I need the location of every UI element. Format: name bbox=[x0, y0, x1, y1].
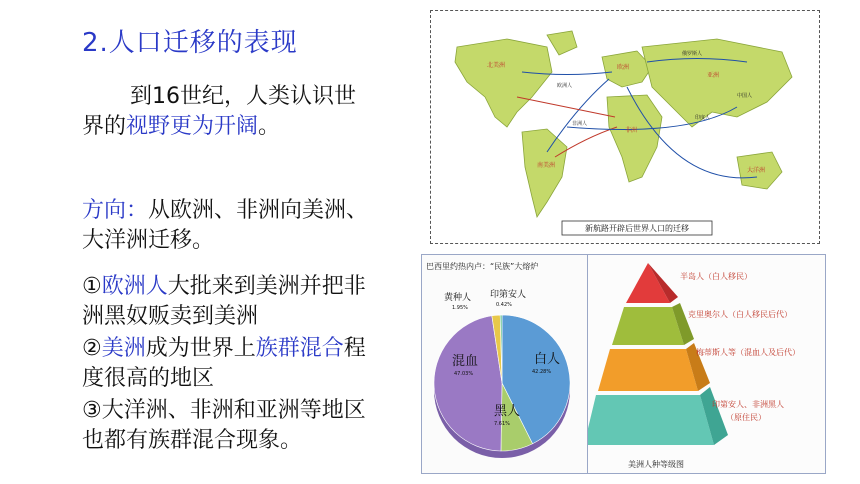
pyramid-panel bbox=[587, 254, 826, 474]
map-label-russians: 俄罗斯人 bbox=[682, 51, 703, 57]
point-2-rest: 程 bbox=[343, 336, 366, 361]
direction-label: 方向： bbox=[82, 198, 149, 223]
pie-title: 巴西里约热内卢：“民族”大熔炉 bbox=[426, 262, 539, 271]
pie-chart-panel bbox=[421, 254, 588, 474]
pie-pct-mixed: 47.03% bbox=[454, 371, 474, 377]
page-title: 2.人口迁移的表现 bbox=[82, 28, 298, 58]
intro-text-pre: 界的 bbox=[82, 114, 127, 139]
pie-slice-2 bbox=[434, 316, 502, 451]
pie-label-black: 黑人 bbox=[494, 404, 521, 419]
map-label-indians: 印度人 bbox=[695, 115, 711, 121]
pyramid-label-1: 半岛人（白人移民） bbox=[680, 272, 752, 281]
world-map-graphic bbox=[437, 17, 813, 237]
point-3-line-2: 也都有族群混合现象。 bbox=[82, 428, 303, 453]
pie-label-mixed: 混血 bbox=[452, 354, 479, 369]
point-1-line-2: 洲黑奴贩卖到美洲 bbox=[82, 304, 259, 329]
direction-line-1 bbox=[82, 196, 368, 226]
point-2-line-2: 度很高的地区 bbox=[82, 366, 215, 391]
pyramid-label-3: 梅蒂斯人等（混血人及后代） bbox=[696, 348, 800, 357]
map-label-oceania: 大洋洲 bbox=[747, 167, 766, 174]
direction-text-1: 从欧洲、非洲向美洲、 bbox=[148, 198, 369, 223]
pyramid-label-4b: （原住民） bbox=[726, 413, 766, 422]
point-2-highlight-2: 族群混合 bbox=[255, 336, 344, 361]
pie-slices bbox=[434, 315, 570, 451]
point-2-line-1 bbox=[82, 334, 366, 364]
map-label-africans: 非洲人 bbox=[572, 121, 588, 127]
intro-line-2 bbox=[82, 112, 280, 142]
pie-pct-yellow: 1.95% bbox=[452, 305, 468, 311]
pie-label-white: 白人 bbox=[534, 352, 561, 367]
intro-highlight: 视野更为开阔 bbox=[126, 114, 259, 139]
map-caption: 新航路开辟后世界人口的迁移 bbox=[585, 224, 689, 233]
intro-text-post: 。 bbox=[258, 114, 281, 139]
pie-pct-black: 7.61% bbox=[494, 421, 510, 427]
map-label-asia: 亚洲 bbox=[707, 72, 720, 79]
pyramid-level-3 bbox=[598, 349, 698, 391]
point-1-highlight: 欧洲人 bbox=[101, 274, 168, 299]
point-2-highlight-1: 美洲 bbox=[101, 336, 146, 361]
point-2-mid: 成为世界上 bbox=[145, 336, 256, 361]
pie-label-indigenous: 印第安人 bbox=[490, 290, 527, 300]
point-1-number: ① bbox=[82, 274, 102, 299]
pie-label-yellow: 黄种人 bbox=[444, 293, 472, 303]
point-3-line-1: ③大洋洲、非洲和亚洲等地区 bbox=[82, 398, 366, 423]
migration-map bbox=[437, 17, 813, 237]
map-label-europe: 欧洲 bbox=[617, 64, 630, 71]
intro-line-1: 到16世纪，人类认识世 bbox=[130, 84, 356, 109]
map-label-south-america: 南美洲 bbox=[537, 162, 556, 169]
pie-pct-indigenous: 0.42% bbox=[496, 302, 512, 308]
map-label-europeans: 欧洲人 bbox=[557, 83, 573, 89]
point-2-number: ② bbox=[82, 336, 102, 361]
point-1-line-1 bbox=[82, 272, 366, 302]
pie-pct-white: 42.28% bbox=[532, 369, 552, 375]
map-label-africa: 非洲 bbox=[625, 127, 638, 134]
pyramid-label-2: 克里奥尔人（白人移民后代） bbox=[688, 310, 792, 319]
pyramid-caption: 美洲人种等级图 bbox=[628, 460, 684, 469]
migration-map-frame bbox=[430, 10, 820, 244]
map-label-chinese: 中国人 bbox=[737, 93, 753, 99]
pyramid-level-2 bbox=[612, 307, 684, 345]
point-1-rest: 大批来到美洲并把非 bbox=[167, 274, 366, 299]
map-label-north-america: 北美洲 bbox=[487, 62, 506, 69]
pie-chart-graphic bbox=[422, 255, 587, 473]
pyramid-level-4 bbox=[588, 395, 714, 445]
pyramid-label-4: 印第安人、非洲黑人 bbox=[712, 400, 784, 409]
pyramid-graphic bbox=[588, 255, 825, 473]
direction-line-2: 大洋洲迁移。 bbox=[82, 228, 215, 253]
